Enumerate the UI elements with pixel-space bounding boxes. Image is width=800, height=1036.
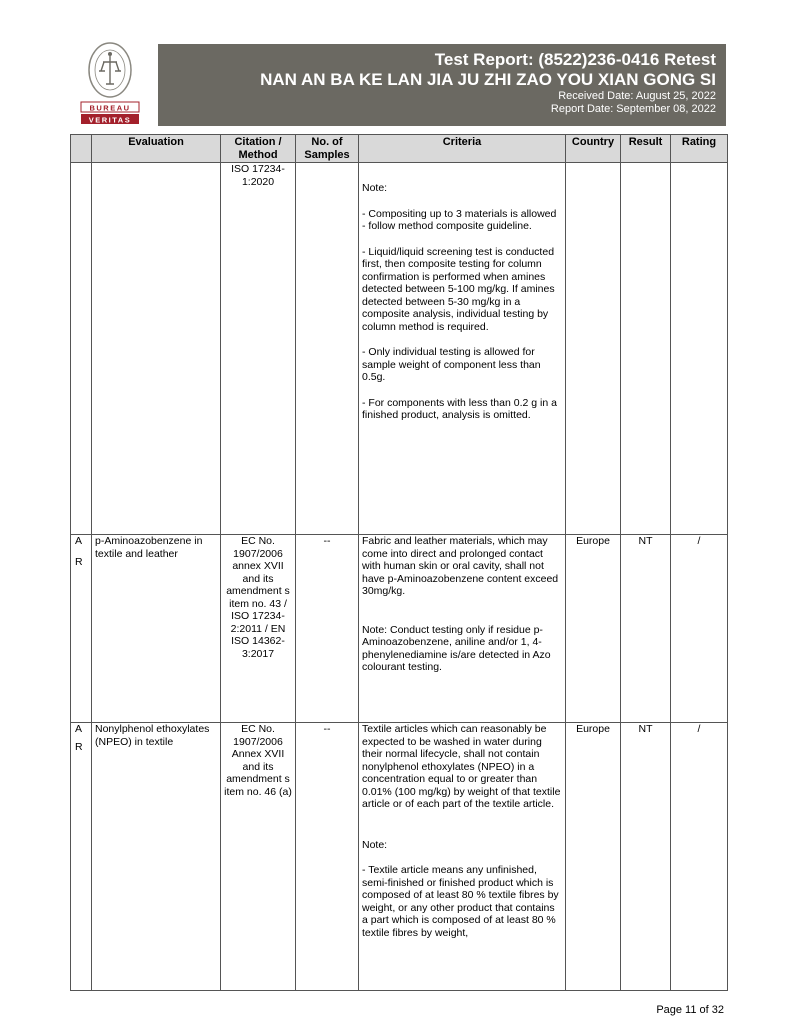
result-cell: NT: [621, 535, 671, 723]
header-citation: Citation / Method: [221, 135, 296, 163]
header-criteria: Criteria: [359, 135, 566, 163]
bureau-veritas-logo: [70, 40, 150, 128]
page-number: Page 11 of 32: [656, 1004, 724, 1016]
received-date: Received Date: August 25, 2022: [558, 90, 716, 102]
criteria-cell: [359, 163, 566, 535]
table-row: [71, 163, 728, 535]
result-cell: NT: [621, 723, 671, 991]
rating-cell: /: [671, 723, 728, 991]
country-cell: Europe: [566, 723, 621, 991]
report-date: Report Date: September 08, 2022: [550, 103, 716, 115]
ar-cell: A R: [71, 723, 92, 991]
logo-word-bureau: BUREAU: [89, 103, 131, 113]
table-header-row: [71, 135, 728, 163]
citation-cell: EC No. 1907/2006 annex XVII and its amendment s item no. 43 / ISO 17234-2:2011 / EN ISO 14362-3:2017: [221, 535, 296, 723]
logo-word-veritas: VERITAS: [88, 115, 132, 125]
samples-cell: --: [296, 723, 359, 991]
note-item: - Liquid/liquid screening test is conducted first, then composite testing for column confirmation is performed when amines detected between 5-100 mg/kg. If amines detected between 5-30 mg/kg in a composite analysis, individual testing by column method is required.: [362, 245, 555, 333]
header-rating: Rating: [671, 135, 728, 163]
citation-cell: EC No. 1907/2006 Annex XVII and its amendment s item no. 46 (a): [221, 723, 296, 991]
company-name: NAN AN BA KE LAN JIA JU ZHI ZAO YOU XIAN GONG SI: [260, 70, 716, 89]
samples-cell: --: [296, 535, 359, 723]
citation-cell: ISO 17234-1:2020: [221, 163, 296, 535]
criteria-cell: Fabric and leather materials, which may come into direct and prolonged contact with human skin or oral cavity, shall not have p-Aminoazobenzene content exceed 30mg/kg. Note: Conduct testing only if residue p-Aminoazobenzene, aniline and/or 1, 4-phenylenediamine is/are detected in Azo colourant testing.: [359, 535, 566, 723]
country-cell: Europe: [566, 535, 621, 723]
table-row: [71, 723, 728, 991]
evaluation-cell: p-Aminoazobenzene in textile and leather: [92, 535, 221, 723]
note-label: Note:: [362, 182, 388, 194]
header-samples: No. of Samples: [296, 135, 359, 163]
note-item: - Only individual testing is allowed for sample weight of component less than 0.5g.: [362, 346, 541, 383]
results-table: [70, 134, 728, 991]
evaluation-cell: Nonylphenol ethoxylates (NPEO) in textile: [92, 723, 221, 991]
note-item: - Compositing up to 3 materials is allowed - follow method composite guideline.: [362, 207, 557, 232]
criteria-cell: Textile articles which can reasonably be expected to be washed in water during their normal lifecycle, shall not contain nonylphenol ethoxylates (NPEO) in a concentration equal to or greater than 0.01% (100 mg/kg) by weight of that textile article or of each part of the textile article. Note: - Textile article means any unfinished, semi-finished or finished product which is composed of at least 80 % textile fibres by weight, or any other product that contains a part which is composed of at least 80 % textile fibres by weight,: [359, 723, 566, 991]
header-evaluation: Evaluation: [92, 135, 221, 163]
rating-cell: /: [671, 535, 728, 723]
header-country: Country: [566, 135, 621, 163]
report-title: Test Report: (8522)236-0416 Retest: [434, 50, 716, 69]
header-result: Result: [621, 135, 671, 163]
report-header-banner: [158, 44, 726, 126]
note-item: - For components with less than 0.2 g in a finished product, analysis is omitted.: [362, 396, 557, 421]
header-ar: [71, 135, 92, 163]
ar-cell: A R: [71, 535, 92, 723]
table-row: [71, 535, 728, 723]
